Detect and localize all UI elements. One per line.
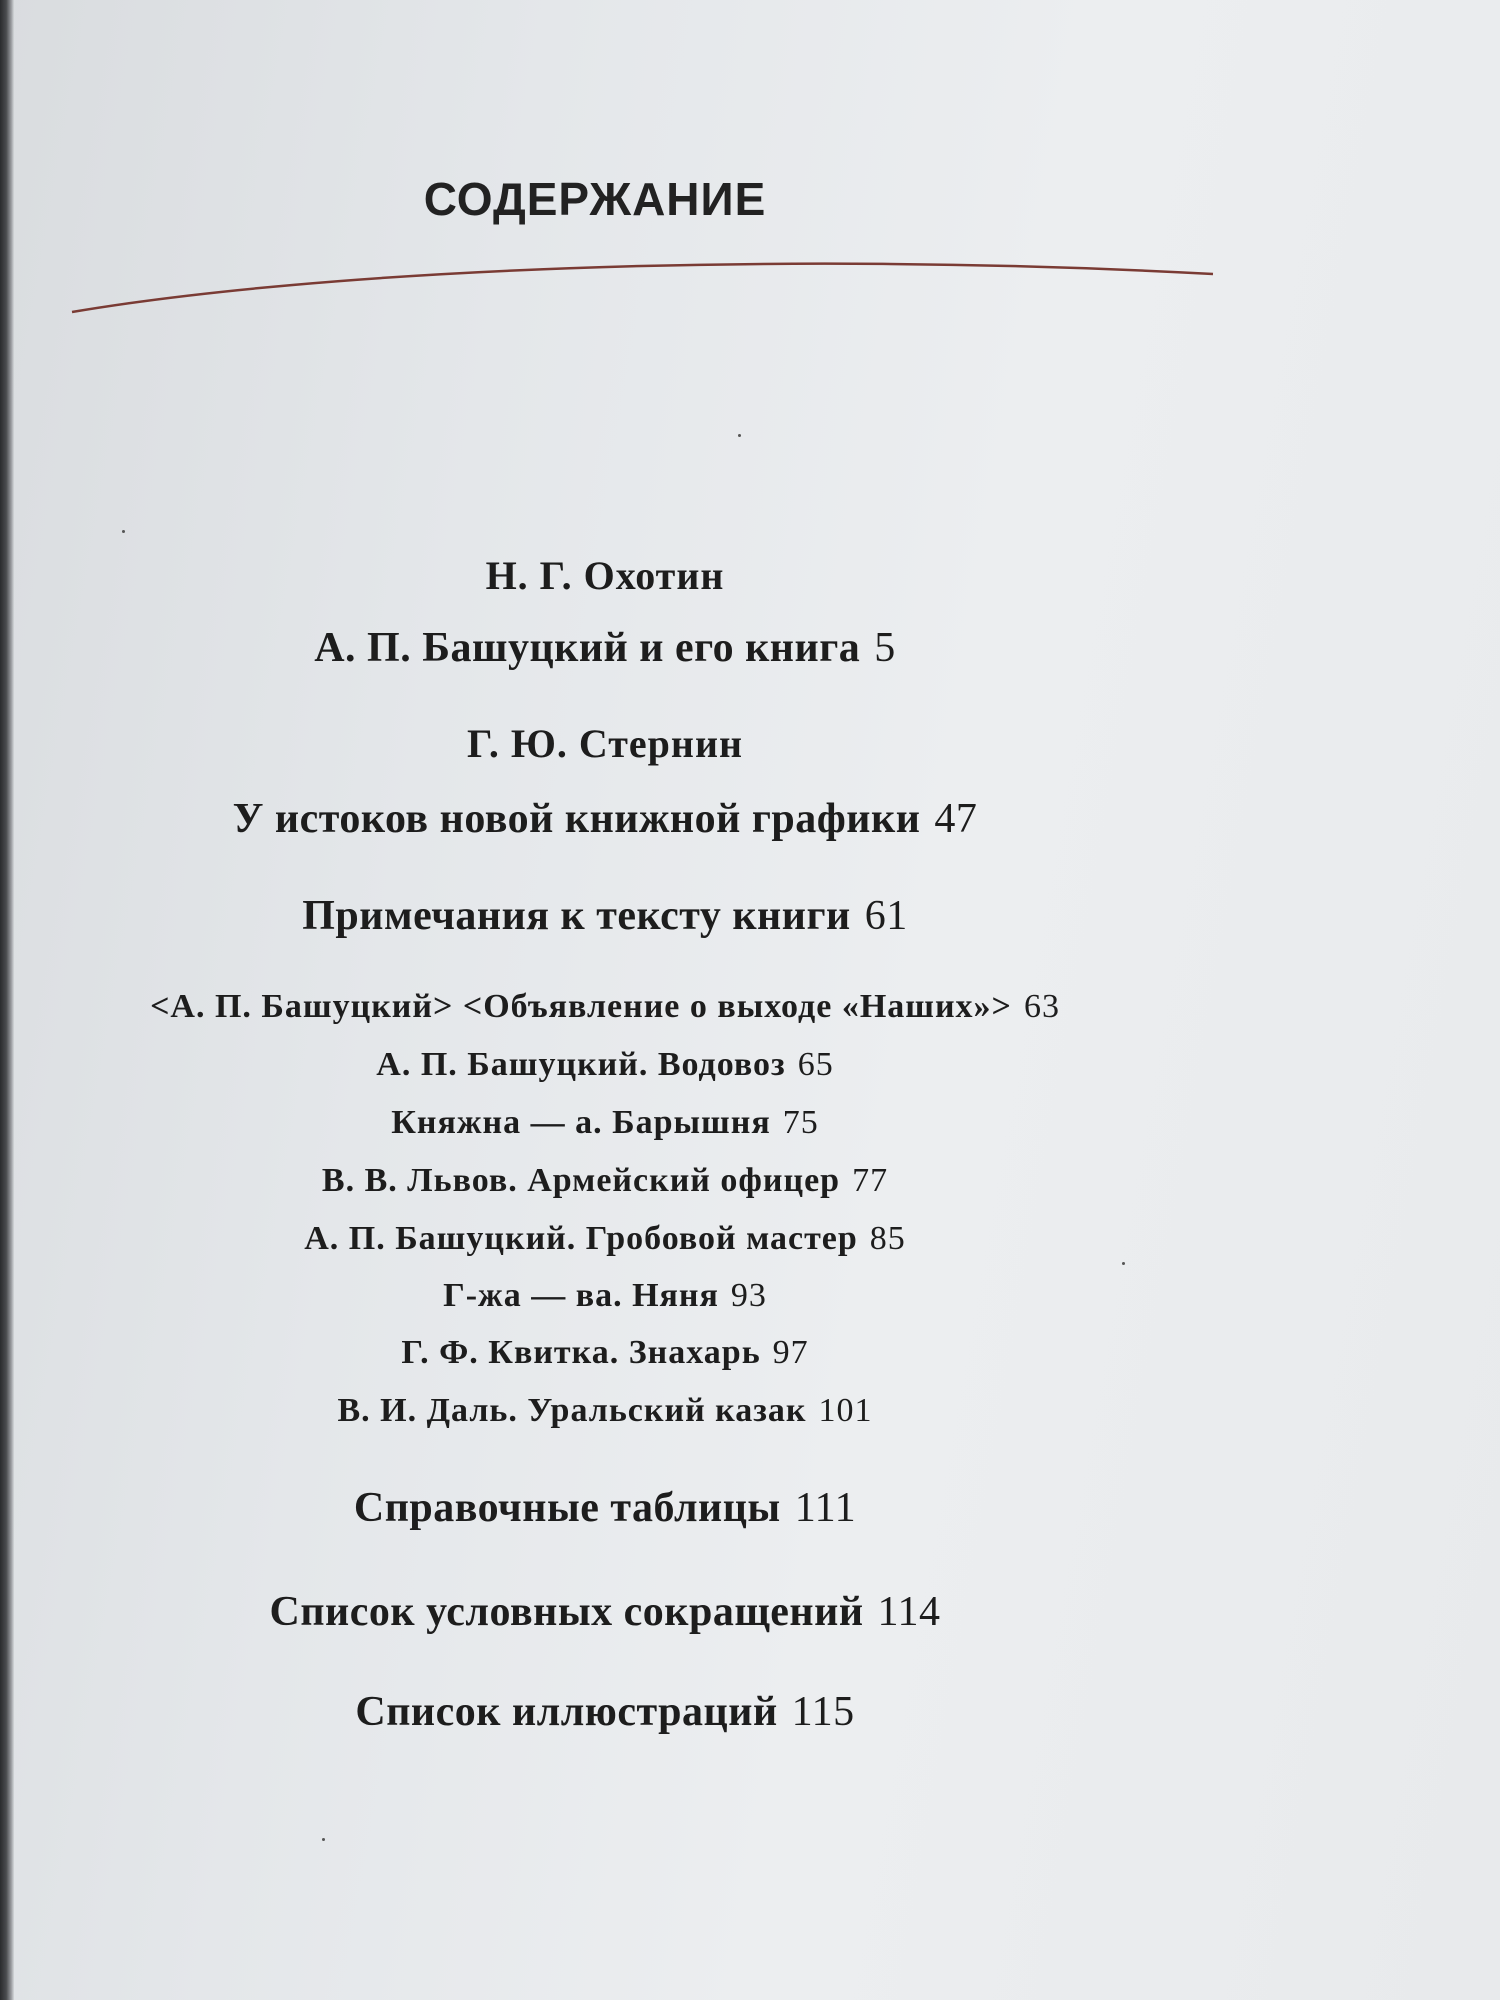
toc-entry-book-graphics[interactable]	[0, 795, 1210, 843]
paper-speck	[322, 1838, 325, 1841]
toc-entry-reference-tables[interactable]	[0, 1484, 1210, 1532]
toc-entry-page: 63	[1023, 988, 1060, 1025]
toc-entry-title: А. П. Башуцкий. Водовоз	[376, 1046, 786, 1083]
toc-entry-title: Примечания к тексту книги	[302, 893, 851, 939]
paper-speck	[738, 434, 741, 437]
toc-entry-title: В. И. Даль. Уральский казак	[337, 1392, 807, 1429]
toc-author-okhotin: Н. Г. Охотин	[485, 553, 725, 598]
toc-entry-title: В. В. Львов. Армейский офицер	[321, 1162, 841, 1199]
toc-entry-page: 101	[818, 1392, 873, 1429]
toc-entry-page: 93	[730, 1277, 767, 1314]
toc-entry-page: 75	[782, 1104, 819, 1141]
toc-entry-title: Княжна — а. Барышня	[391, 1104, 771, 1141]
toc-entry-coffin-maker[interactable]	[0, 1220, 1210, 1258]
toc-entry-title: Г-жа — ва. Няня	[443, 1277, 719, 1314]
toc-entry-page: 5	[874, 625, 896, 671]
toc-entry-page: 85	[869, 1220, 906, 1257]
toc-entry-title: Список иллюстраций	[355, 1689, 778, 1735]
toc-entry-page: 77	[852, 1162, 889, 1199]
toc-entry-page: 97	[772, 1334, 809, 1371]
toc-entry-abbreviations[interactable]	[0, 1588, 1210, 1636]
toc-entry-healer[interactable]	[0, 1334, 1210, 1372]
toc-entry-title: Справочные таблицы	[353, 1485, 781, 1531]
toc-entry-notes[interactable]	[0, 892, 1210, 940]
paper-speck	[122, 530, 125, 533]
toc-entry-bashutsky-book[interactable]	[0, 624, 1210, 672]
toc-entry-page: 115	[791, 1689, 855, 1735]
paper-speck	[1122, 1262, 1125, 1265]
title-rule	[70, 250, 1215, 320]
toc-entry-page: 47	[934, 796, 978, 842]
page-title: СОДЕРЖАНИЕ	[423, 173, 767, 225]
toc-entry-announcement[interactable]	[0, 988, 1210, 1026]
toc-entry-title: <А. П. Башуцкий> <Объявление о выходе «Наших»>	[150, 988, 1012, 1025]
toc-entry-title: Г. Ф. Квитка. Знахарь	[401, 1334, 761, 1371]
toc-entry-page: 114	[877, 1589, 941, 1635]
toc-entry-ural-cossack[interactable]	[0, 1392, 1210, 1430]
toc-author-sternin: Г. Ю. Стернин	[466, 721, 744, 766]
toc-entry-illustrations[interactable]	[0, 1688, 1210, 1736]
toc-entry-page: 65	[797, 1046, 834, 1083]
toc-entry-baryshnya[interactable]	[0, 1104, 1210, 1142]
toc-entry-page: 61	[864, 893, 908, 939]
toc-entry-title: У истоков новой книжной графики	[232, 796, 921, 842]
toc-entry-officer[interactable]	[0, 1162, 1210, 1200]
toc-entry-title: А. П. Башуцкий. Гробовой мастер	[304, 1220, 858, 1257]
toc-entry-nanny[interactable]	[0, 1277, 1210, 1315]
toc-entry-page: 111	[794, 1485, 857, 1531]
toc-entry-title: А. П. Башуцкий и его книга	[314, 625, 861, 671]
toc-entry-title: Список условных сокращений	[269, 1589, 864, 1635]
toc-entry-vodovoz[interactable]	[0, 1046, 1210, 1084]
